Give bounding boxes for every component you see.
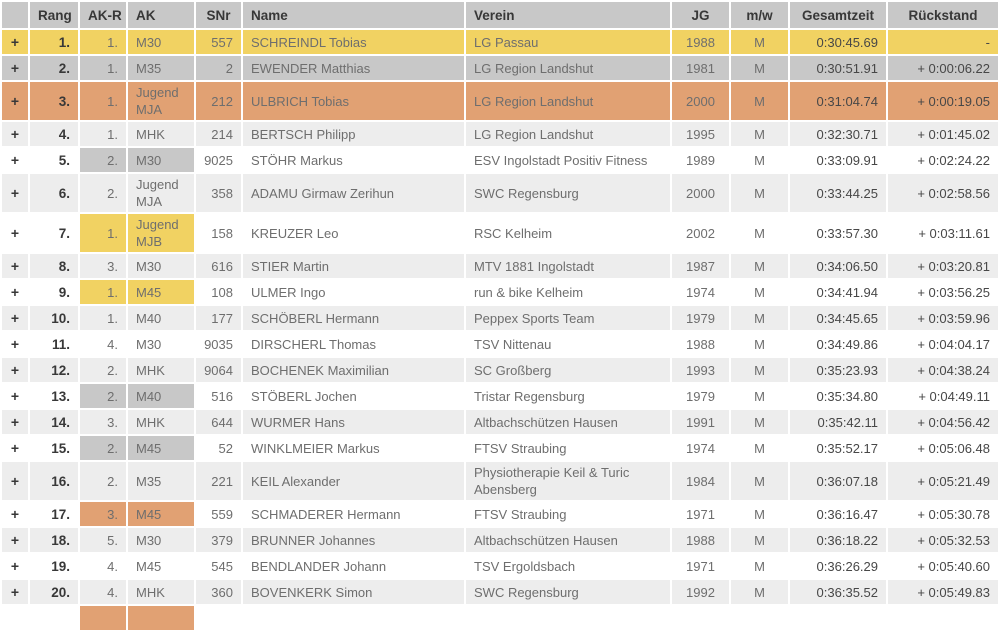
expand-cell bbox=[2, 30, 28, 54]
cell-snr: 559 bbox=[196, 502, 241, 526]
result-row-partial bbox=[2, 606, 998, 630]
cell-name: SCHMADERER Hermann bbox=[243, 502, 464, 526]
cell-snr: 9035 bbox=[196, 332, 241, 356]
cell-rang: 2. bbox=[30, 56, 78, 80]
cell-snr: 52 bbox=[196, 436, 241, 460]
cell-akr: 4. bbox=[80, 554, 126, 578]
cell-verein: LG Passau bbox=[466, 30, 670, 54]
expand-cell bbox=[2, 528, 28, 552]
cell-rueck: + 0:05:06.48 bbox=[888, 436, 998, 460]
cell-jg: 1974 bbox=[672, 436, 729, 460]
cell-zeit: 0:36:07.18 bbox=[790, 462, 886, 500]
cell-ak: M45 bbox=[128, 436, 194, 460]
cell-name bbox=[243, 606, 464, 630]
cell-ak: M40 bbox=[128, 306, 194, 330]
cell-akr: 2. bbox=[80, 148, 126, 172]
cell-mw bbox=[731, 606, 788, 630]
expand-cell bbox=[2, 554, 28, 578]
cell-rang: 5. bbox=[30, 148, 78, 172]
cell-verein: ESV Ingolstadt Positiv Fitness bbox=[466, 148, 670, 172]
cell-rang: 12. bbox=[30, 358, 78, 382]
cell-ak: Jugend MJB bbox=[128, 214, 194, 252]
cell-ak: M30 bbox=[128, 30, 194, 54]
cell-name: BOVENKERK Simon bbox=[243, 580, 464, 604]
cell-snr: 545 bbox=[196, 554, 241, 578]
cell-mw: M bbox=[731, 280, 788, 304]
result-row[interactable] bbox=[2, 122, 998, 146]
column-header-mw: m/w bbox=[731, 2, 788, 28]
cell-ak: MHK bbox=[128, 358, 194, 382]
expand-cell bbox=[2, 82, 28, 120]
cell-snr: 644 bbox=[196, 410, 241, 434]
cell-ak bbox=[128, 606, 194, 630]
expand-cell bbox=[2, 502, 28, 526]
expand-cell bbox=[2, 436, 28, 460]
expand-row-button[interactable]: + bbox=[10, 413, 20, 430]
cell-verein: LG Region Landshut bbox=[466, 82, 670, 120]
cell-rueck: + 0:05:32.53 bbox=[888, 528, 998, 552]
cell-snr: 379 bbox=[196, 528, 241, 552]
cell-name: DIRSCHERL Thomas bbox=[243, 332, 464, 356]
cell-rueck: + 0:04:04.17 bbox=[888, 332, 998, 356]
cell-name: SCHÖBERL Hermann bbox=[243, 306, 464, 330]
cell-name: ULMER Ingo bbox=[243, 280, 464, 304]
result-row[interactable] bbox=[2, 332, 998, 356]
column-header-verein: Verein bbox=[466, 2, 670, 28]
cell-jg: 1974 bbox=[672, 280, 729, 304]
cell-rang: 20. bbox=[30, 580, 78, 604]
cell-ak: MHK bbox=[128, 410, 194, 434]
cell-zeit: 0:33:57.30 bbox=[790, 214, 886, 252]
cell-jg: 1987 bbox=[672, 254, 729, 278]
cell-rang: 9. bbox=[30, 280, 78, 304]
result-row[interactable] bbox=[2, 82, 998, 120]
cell-zeit: 0:36:35.52 bbox=[790, 580, 886, 604]
cell-rueck: + 0:03:20.81 bbox=[888, 254, 998, 278]
result-row[interactable] bbox=[2, 384, 998, 408]
cell-zeit: 0:30:45.69 bbox=[790, 30, 886, 54]
cell-ak: M45 bbox=[128, 554, 194, 578]
cell-mw: M bbox=[731, 122, 788, 146]
result-row[interactable] bbox=[2, 502, 998, 526]
expand-row-button[interactable]: + bbox=[10, 505, 20, 522]
cell-akr: 4. bbox=[80, 580, 126, 604]
cell-verein: TSV Ergoldsbach bbox=[466, 554, 670, 578]
cell-verein: Altbachschützen Hausen bbox=[466, 528, 670, 552]
expand-row-button[interactable]: + bbox=[10, 361, 20, 378]
cell-jg: 1971 bbox=[672, 502, 729, 526]
cell-zeit: 0:35:52.17 bbox=[790, 436, 886, 460]
cell-akr: 1. bbox=[80, 306, 126, 330]
result-row[interactable] bbox=[2, 148, 998, 172]
cell-zeit: 0:33:44.25 bbox=[790, 174, 886, 212]
expand-row-button[interactable]: + bbox=[10, 257, 20, 274]
cell-name: BRUNNER Johannes bbox=[243, 528, 464, 552]
cell-jg: 1989 bbox=[672, 148, 729, 172]
expand-row-button[interactable]: + bbox=[10, 33, 20, 50]
cell-verein: run & bike Kelheim bbox=[466, 280, 670, 304]
cell-verein: FTSV Straubing bbox=[466, 436, 670, 460]
expand-row-button[interactable]: + bbox=[10, 531, 20, 548]
expand-cell bbox=[2, 384, 28, 408]
cell-jg: 1979 bbox=[672, 306, 729, 330]
cell-snr: 2 bbox=[196, 56, 241, 80]
cell-rueck: + 0:04:56.42 bbox=[888, 410, 998, 434]
cell-akr: 1. bbox=[80, 56, 126, 80]
cell-name: EWENDER Matthias bbox=[243, 56, 464, 80]
expand-cell bbox=[2, 214, 28, 252]
cell-mw: M bbox=[731, 82, 788, 120]
cell-jg: 2000 bbox=[672, 82, 729, 120]
expand-cell bbox=[2, 580, 28, 604]
expand-row-button[interactable]: + bbox=[10, 224, 20, 241]
cell-zeit: 0:36:16.47 bbox=[790, 502, 886, 526]
result-row[interactable] bbox=[2, 528, 998, 552]
cell-verein: RSC Kelheim bbox=[466, 214, 670, 252]
cell-rang: 6. bbox=[30, 174, 78, 212]
cell-rang: 10. bbox=[30, 306, 78, 330]
cell-rang: 15. bbox=[30, 436, 78, 460]
expand-cell bbox=[2, 254, 28, 278]
cell-ak: M40 bbox=[128, 384, 194, 408]
cell-zeit: 0:36:26.29 bbox=[790, 554, 886, 578]
cell-name: STÖHR Markus bbox=[243, 148, 464, 172]
cell-rueck: + 0:03:11.61 bbox=[888, 214, 998, 252]
cell-ak: M45 bbox=[128, 280, 194, 304]
cell-jg: 1988 bbox=[672, 332, 729, 356]
cell-rang: 14. bbox=[30, 410, 78, 434]
cell-zeit: 0:30:51.91 bbox=[790, 56, 886, 80]
cell-mw: M bbox=[731, 214, 788, 252]
cell-name: SCHREINDL Tobias bbox=[243, 30, 464, 54]
cell-verein: Peppex Sports Team bbox=[466, 306, 670, 330]
cell-rueck bbox=[888, 606, 998, 630]
cell-name: ULBRICH Tobias bbox=[243, 82, 464, 120]
cell-rang: 18. bbox=[30, 528, 78, 552]
cell-snr: 616 bbox=[196, 254, 241, 278]
cell-ak: M45 bbox=[128, 502, 194, 526]
cell-akr: 3. bbox=[80, 410, 126, 434]
cell-zeit bbox=[790, 606, 886, 630]
cell-akr: 1. bbox=[80, 30, 126, 54]
cell-verein: LG Region Landshut bbox=[466, 56, 670, 80]
header-row bbox=[2, 2, 998, 28]
result-row[interactable] bbox=[2, 306, 998, 330]
cell-rang: 7. bbox=[30, 214, 78, 252]
expand-row-button[interactable]: + bbox=[10, 335, 20, 352]
cell-mw: M bbox=[731, 332, 788, 356]
cell-verein: FTSV Straubing bbox=[466, 502, 670, 526]
cell-akr: 2. bbox=[80, 384, 126, 408]
expand-row-button[interactable]: + bbox=[10, 309, 20, 326]
cell-akr: 2. bbox=[80, 462, 126, 500]
cell-name: BOCHENEK Maximilian bbox=[243, 358, 464, 382]
result-row[interactable] bbox=[2, 436, 998, 460]
cell-jg: 1988 bbox=[672, 528, 729, 552]
cell-zeit: 0:34:41.94 bbox=[790, 280, 886, 304]
result-row[interactable] bbox=[2, 280, 998, 304]
expand-cell bbox=[2, 410, 28, 434]
cell-snr: 557 bbox=[196, 30, 241, 54]
cell-snr: 221 bbox=[196, 462, 241, 500]
cell-ak: M30 bbox=[128, 528, 194, 552]
cell-name: BENDLANDER Johann bbox=[243, 554, 464, 578]
cell-mw: M bbox=[731, 528, 788, 552]
cell-ak: MHK bbox=[128, 580, 194, 604]
cell-rang: 19. bbox=[30, 554, 78, 578]
column-header-akr: AK-R bbox=[80, 2, 126, 28]
expand-cell bbox=[2, 122, 28, 146]
cell-jg: 1993 bbox=[672, 358, 729, 382]
cell-mw: M bbox=[731, 30, 788, 54]
expand-cell bbox=[2, 462, 28, 500]
cell-rueck: + 0:05:40.60 bbox=[888, 554, 998, 578]
cell-mw: M bbox=[731, 358, 788, 382]
cell-zeit: 0:34:06.50 bbox=[790, 254, 886, 278]
column-header-name: Name bbox=[243, 2, 464, 28]
results-body bbox=[2, 30, 998, 630]
cell-rueck: + 0:02:24.22 bbox=[888, 148, 998, 172]
cell-rang: 16. bbox=[30, 462, 78, 500]
cell-mw: M bbox=[731, 502, 788, 526]
cell-mw: M bbox=[731, 56, 788, 80]
column-header-zeit: Gesamtzeit bbox=[790, 2, 886, 28]
cell-mw: M bbox=[731, 148, 788, 172]
cell-rueck: + 0:05:21.49 bbox=[888, 462, 998, 500]
cell-rueck: + 0:03:56.25 bbox=[888, 280, 998, 304]
cell-rang bbox=[30, 606, 78, 630]
cell-snr: 214 bbox=[196, 122, 241, 146]
cell-jg: 1979 bbox=[672, 384, 729, 408]
result-row[interactable] bbox=[2, 358, 998, 382]
cell-akr: 3. bbox=[80, 254, 126, 278]
cell-rueck: + 0:03:59.96 bbox=[888, 306, 998, 330]
cell-rueck: + 0:05:49.83 bbox=[888, 580, 998, 604]
cell-rang: 1. bbox=[30, 30, 78, 54]
cell-rang: 17. bbox=[30, 502, 78, 526]
cell-name: STIER Martin bbox=[243, 254, 464, 278]
result-row[interactable] bbox=[2, 56, 998, 80]
cell-snr: 516 bbox=[196, 384, 241, 408]
cell-akr: 2. bbox=[80, 174, 126, 212]
cell-ak: M30 bbox=[128, 148, 194, 172]
cell-akr: 5. bbox=[80, 528, 126, 552]
cell-snr: 360 bbox=[196, 580, 241, 604]
expand-cell bbox=[2, 174, 28, 212]
cell-name: WURMER Hans bbox=[243, 410, 464, 434]
cell-snr: 212 bbox=[196, 82, 241, 120]
cell-snr: 158 bbox=[196, 214, 241, 252]
cell-ak: Jugend MJA bbox=[128, 82, 194, 120]
cell-verein bbox=[466, 606, 670, 630]
cell-name: KEIL Alexander bbox=[243, 462, 464, 500]
cell-ak: M35 bbox=[128, 462, 194, 500]
column-header-jg: JG bbox=[672, 2, 729, 28]
cell-rueck: + 0:04:38.24 bbox=[888, 358, 998, 382]
cell-name: KREUZER Leo bbox=[243, 214, 464, 252]
expand-row-button[interactable]: + bbox=[10, 472, 20, 489]
column-header-expand bbox=[2, 2, 28, 28]
cell-zeit: 0:34:45.65 bbox=[790, 306, 886, 330]
cell-akr: 1. bbox=[80, 214, 126, 252]
cell-name: BERTSCH Philipp bbox=[243, 122, 464, 146]
cell-snr: 358 bbox=[196, 174, 241, 212]
cell-ak: MHK bbox=[128, 122, 194, 146]
expand-cell bbox=[2, 358, 28, 382]
cell-akr bbox=[80, 606, 126, 630]
cell-verein: SC Großberg bbox=[466, 358, 670, 382]
cell-verein: SWC Regensburg bbox=[466, 580, 670, 604]
expand-row-button[interactable]: + bbox=[10, 184, 20, 201]
cell-jg: 2002 bbox=[672, 214, 729, 252]
column-header-snr: SNr bbox=[196, 2, 241, 28]
cell-rueck: - bbox=[888, 30, 998, 54]
expand-row-button[interactable]: + bbox=[10, 125, 20, 142]
cell-jg bbox=[672, 606, 729, 630]
expand-cell bbox=[2, 332, 28, 356]
cell-rang: 8. bbox=[30, 254, 78, 278]
cell-jg: 2000 bbox=[672, 174, 729, 212]
cell-rueck: + 0:04:49.11 bbox=[888, 384, 998, 408]
cell-mw: M bbox=[731, 254, 788, 278]
expand-cell bbox=[2, 148, 28, 172]
expand-row-button[interactable]: + bbox=[10, 583, 20, 600]
expand-row-button[interactable]: + bbox=[10, 92, 20, 109]
cell-jg: 1992 bbox=[672, 580, 729, 604]
cell-rang: 4. bbox=[30, 122, 78, 146]
result-row[interactable] bbox=[2, 214, 998, 252]
cell-akr: 4. bbox=[80, 332, 126, 356]
cell-name: STÖBERL Jochen bbox=[243, 384, 464, 408]
cell-zeit: 0:32:30.71 bbox=[790, 122, 886, 146]
expand-cell bbox=[2, 280, 28, 304]
expand-cell bbox=[2, 56, 28, 80]
cell-verein: Physiotherapie Keil & Turic Abensberg bbox=[466, 462, 670, 500]
cell-zeit: 0:35:42.11 bbox=[790, 410, 886, 434]
expand-row-button[interactable]: + bbox=[10, 59, 20, 76]
expand-row-button[interactable]: + bbox=[10, 283, 20, 300]
result-row[interactable] bbox=[2, 254, 998, 278]
result-row[interactable] bbox=[2, 554, 998, 578]
cell-mw: M bbox=[731, 462, 788, 500]
cell-verein: SWC Regensburg bbox=[466, 174, 670, 212]
cell-zeit: 0:36:18.22 bbox=[790, 528, 886, 552]
cell-mw: M bbox=[731, 174, 788, 212]
expand-cell bbox=[2, 306, 28, 330]
expand-row-button[interactable]: + bbox=[10, 439, 20, 456]
cell-mw: M bbox=[731, 580, 788, 604]
cell-ak: M30 bbox=[128, 332, 194, 356]
cell-zeit: 0:31:04.74 bbox=[790, 82, 886, 120]
cell-mw: M bbox=[731, 554, 788, 578]
cell-snr bbox=[196, 606, 241, 630]
cell-jg: 1984 bbox=[672, 462, 729, 500]
cell-akr: 2. bbox=[80, 436, 126, 460]
cell-ak: M30 bbox=[128, 254, 194, 278]
cell-verein: TSV Nittenau bbox=[466, 332, 670, 356]
cell-name: ADAMU Girmaw Zerihun bbox=[243, 174, 464, 212]
cell-snr: 9064 bbox=[196, 358, 241, 382]
cell-rueck: + 0:00:06.22 bbox=[888, 56, 998, 80]
cell-akr: 1. bbox=[80, 82, 126, 120]
cell-zeit: 0:34:49.86 bbox=[790, 332, 886, 356]
cell-jg: 1995 bbox=[672, 122, 729, 146]
cell-akr: 2. bbox=[80, 358, 126, 382]
expand-cell bbox=[2, 606, 28, 630]
cell-verein: MTV 1881 Ingolstadt bbox=[466, 254, 670, 278]
cell-ak: M35 bbox=[128, 56, 194, 80]
result-row[interactable] bbox=[2, 580, 998, 604]
result-row[interactable] bbox=[2, 30, 998, 54]
cell-verein: LG Region Landshut bbox=[466, 122, 670, 146]
cell-zeit: 0:35:34.80 bbox=[790, 384, 886, 408]
cell-rang: 3. bbox=[30, 82, 78, 120]
cell-jg: 1988 bbox=[672, 30, 729, 54]
cell-mw: M bbox=[731, 410, 788, 434]
cell-rueck: + 0:05:30.78 bbox=[888, 502, 998, 526]
result-row[interactable] bbox=[2, 174, 998, 212]
column-header-rueck: Rückstand bbox=[888, 2, 998, 28]
cell-mw: M bbox=[731, 436, 788, 460]
cell-rang: 13. bbox=[30, 384, 78, 408]
cell-rueck: + 0:02:58.56 bbox=[888, 174, 998, 212]
cell-verein: Tristar Regensburg bbox=[466, 384, 670, 408]
cell-akr: 1. bbox=[80, 122, 126, 146]
cell-verein: Altbachschützen Hausen bbox=[466, 410, 670, 434]
expand-row-button[interactable]: + bbox=[10, 557, 20, 574]
cell-jg: 1991 bbox=[672, 410, 729, 434]
cell-rueck: + 0:01:45.02 bbox=[888, 122, 998, 146]
cell-snr: 177 bbox=[196, 306, 241, 330]
cell-name: WINKLMEIER Markus bbox=[243, 436, 464, 460]
cell-akr: 3. bbox=[80, 502, 126, 526]
cell-snr: 9025 bbox=[196, 148, 241, 172]
cell-rang: 11. bbox=[30, 332, 78, 356]
column-header-rang: Rang bbox=[30, 2, 78, 28]
cell-zeit: 0:33:09.91 bbox=[790, 148, 886, 172]
cell-mw: M bbox=[731, 384, 788, 408]
cell-rueck: + 0:00:19.05 bbox=[888, 82, 998, 120]
result-row[interactable] bbox=[2, 410, 998, 434]
cell-akr: 1. bbox=[80, 280, 126, 304]
column-header-ak: AK bbox=[128, 2, 194, 28]
cell-zeit: 0:35:23.93 bbox=[790, 358, 886, 382]
cell-jg: 1981 bbox=[672, 56, 729, 80]
cell-ak: Jugend MJA bbox=[128, 174, 194, 212]
cell-mw: M bbox=[731, 306, 788, 330]
expand-row-button[interactable]: + bbox=[10, 151, 20, 168]
expand-row-button[interactable]: + bbox=[10, 387, 20, 404]
cell-snr: 108 bbox=[196, 280, 241, 304]
result-row[interactable] bbox=[2, 462, 998, 500]
cell-jg: 1971 bbox=[672, 554, 729, 578]
